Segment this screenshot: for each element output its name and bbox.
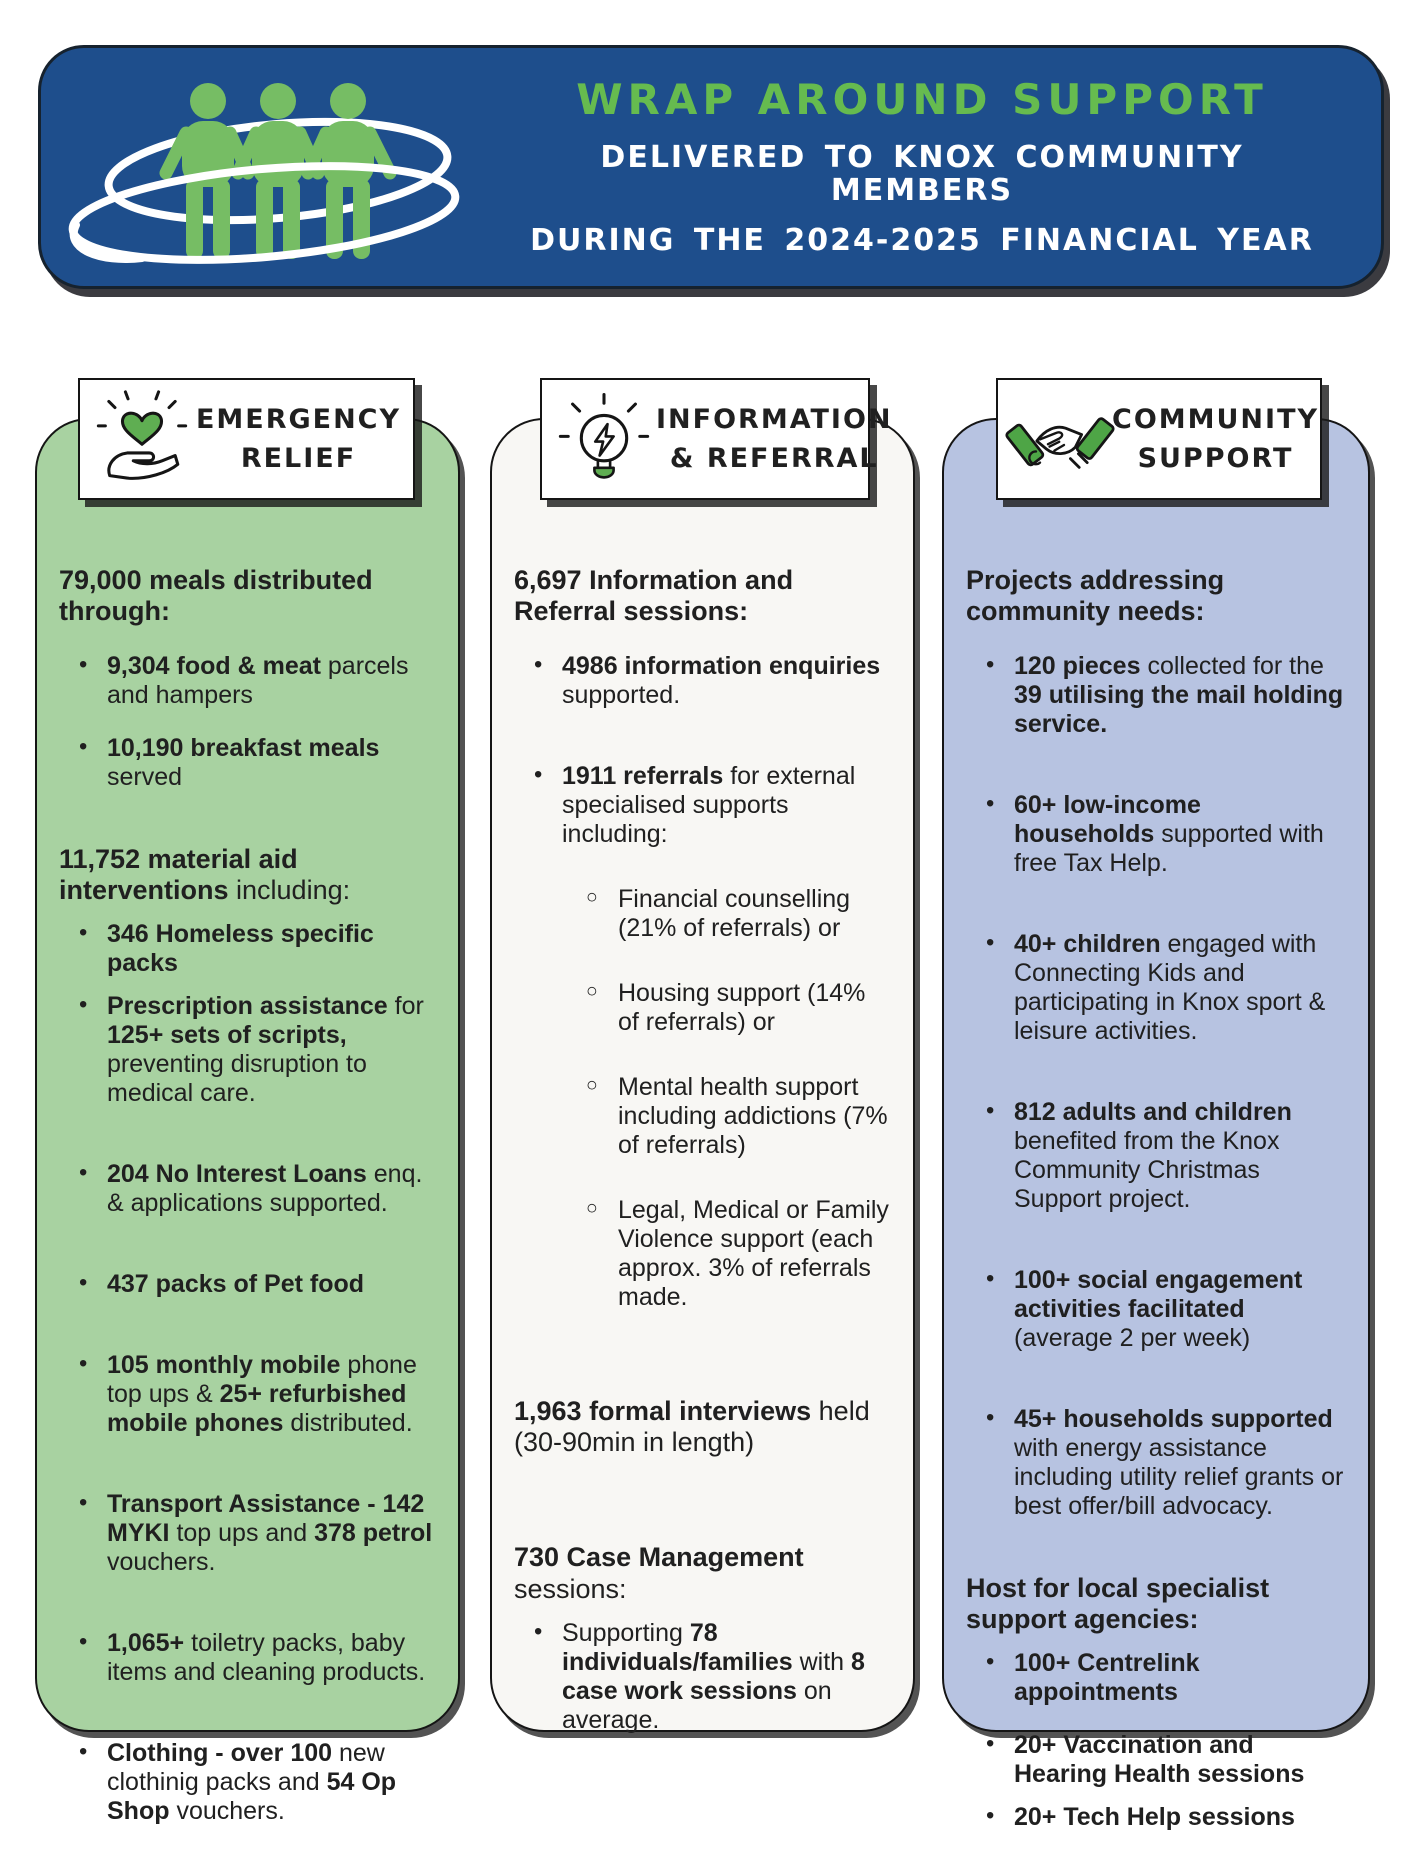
stat-text: Projects addressing community needs: <box>966 565 1225 627</box>
stat-text: 10,190 breakfast meals served <box>107 733 380 791</box>
bullet-marker: • <box>534 650 543 678</box>
stat-bullet <box>59 1270 438 1299</box>
stat-bullet <box>59 992 438 1108</box>
stat-heading <box>514 565 893 628</box>
stat-bullet <box>59 1739 438 1826</box>
header-title-line: & REFERRAL <box>669 443 879 474</box>
bullet-marker: • <box>79 1269 88 1297</box>
stat-text: 100+ Centrelink appointments <box>1014 1649 1200 1707</box>
stat-bullet <box>59 1160 438 1218</box>
stat-bullet <box>966 1731 1348 1789</box>
stat-text: 1911 referrals for external specialised supports including: <box>562 761 856 848</box>
stat-bullet <box>966 1803 1348 1832</box>
stat-text: 437 packs of Pet food <box>107 1270 365 1299</box>
stat-heading <box>966 565 1348 628</box>
stat-text: 105 monthly mobile phone top ups & 25+ refurbished mobile phones distributed. <box>107 1351 417 1438</box>
stat-text: 346 Homeless specific packs <box>107 920 374 978</box>
circle-marker: ○ <box>586 1196 598 1219</box>
bullet-marker: • <box>986 650 995 678</box>
circle-marker: ○ <box>586 885 598 908</box>
stat-bullet <box>966 791 1348 878</box>
stat-text: 20+ Vaccination and Hearing Health sessions <box>1014 1731 1305 1789</box>
stat-text: 6,697 Information and Referral sessions: <box>514 565 794 627</box>
information-referral-column <box>490 418 915 1732</box>
stat-text: Supporting 78 individuals/families with 8 case work sessions on average. <box>562 1618 865 1734</box>
stat-text: 4986 information enquiries supported. <box>562 651 881 709</box>
community-support-title <box>1112 400 1319 478</box>
stat-heading <box>59 844 438 907</box>
header-title-line: INFORMATION <box>656 403 893 435</box>
stat-bullet <box>514 652 893 710</box>
bullet-marker: • <box>534 1617 543 1645</box>
stat-text: Transport Assistance - 142 MYKI top ups and 378 petrol vouchers. <box>107 1490 433 1577</box>
stat-text: Mental health support including addictions (7% of referrals) <box>618 1072 888 1159</box>
bullet-marker: • <box>79 650 88 678</box>
banner-text <box>511 77 1381 256</box>
stat-text: 20+ Tech Help sessions <box>1014 1803 1295 1832</box>
bullet-marker: • <box>79 732 88 760</box>
stat-bullet <box>966 1266 1348 1353</box>
bullet-marker: • <box>79 1628 88 1656</box>
bullet-marker: • <box>986 1096 995 1124</box>
stat-text: 1,065+ toiletry packs, baby items and cleaning products. <box>107 1629 426 1687</box>
bullet-marker: • <box>79 919 88 947</box>
stat-bullet <box>966 930 1348 1046</box>
stat-bullet <box>59 1351 438 1438</box>
header-title-line: RELIEF <box>240 443 357 474</box>
community-support-column <box>942 418 1370 1832</box>
banner-subtitle-line2: DURING THE 2024-2025 FINANCIAL YEAR <box>530 222 1314 258</box>
bullet-marker: • <box>986 1730 995 1758</box>
stat-text: 730 Case Management sessions: <box>514 1542 804 1604</box>
header-title-line: COMMUNITY <box>1112 403 1320 435</box>
banner-subtitle-line1: DELIVERED TO KNOX COMMUNITY MEMBERS <box>600 139 1244 208</box>
stat-subbullet <box>514 1196 893 1312</box>
stat-bullet <box>966 1405 1348 1521</box>
stat-text: Clothing - over 100 new clothinig packs and 54 Op Shop vouchers. <box>107 1739 397 1826</box>
hand-holding-heart-icon <box>90 389 194 489</box>
lightbulb-icon <box>552 389 656 489</box>
stat-text: Host for local specialist support agencies: <box>966 1572 1270 1634</box>
stat-bullet <box>966 1649 1348 1707</box>
stat-text: Financial counselling (21% of referrals) or <box>618 884 851 942</box>
header-title-line: SUPPORT <box>1137 443 1294 474</box>
stat-text: 1,963 formal interviews held (30-90min in length) <box>514 1395 870 1457</box>
stat-bullet <box>514 1619 893 1735</box>
stat-text: Legal, Medical or Family Violence support (each approx. 3% of referrals made. <box>618 1195 889 1311</box>
bullet-marker: • <box>986 789 995 817</box>
stat-text: 45+ households supported with energy assistance including utility relief grants or best offer/bill advocacy. <box>1014 1404 1344 1520</box>
bullet-marker: • <box>986 1648 995 1676</box>
stat-subbullet <box>514 1073 893 1160</box>
stat-bullet <box>966 1098 1348 1214</box>
bullet-marker: • <box>986 928 995 956</box>
three-people-circled-icon <box>56 65 496 270</box>
information-referral-content <box>492 420 913 1765</box>
stat-heading <box>966 1573 1348 1636</box>
community-support-content <box>944 420 1368 1862</box>
banner-title: WRAP AROUND SUPPORT <box>576 75 1268 125</box>
circle-marker: ○ <box>586 979 598 1002</box>
stat-text: 79,000 meals distributed through: <box>59 565 373 627</box>
bullet-marker: • <box>986 1264 995 1292</box>
stat-subbullet <box>514 885 893 943</box>
information-referral-title <box>656 400 893 478</box>
stat-bullet <box>514 762 893 849</box>
bullet-marker: • <box>986 1802 995 1830</box>
banner <box>38 45 1384 289</box>
emergency-relief-column <box>35 418 460 1826</box>
bullet-marker: • <box>79 1159 88 1187</box>
stat-bullet <box>59 1490 438 1577</box>
stat-bullet <box>59 1629 438 1687</box>
circle-marker: ○ <box>586 1073 598 1096</box>
bullet-marker: • <box>79 991 88 1019</box>
bullet-marker: • <box>79 1350 88 1378</box>
bullet-marker: • <box>986 1403 995 1431</box>
stat-paragraph <box>514 1542 893 1605</box>
stat-text: 204 No Interest Loans enq. & applications supported. <box>107 1160 423 1218</box>
stat-bullet <box>59 652 438 710</box>
stat-text: Prescription assistance for 125+ sets of scripts, preventing disruption to medical care. <box>107 992 424 1108</box>
community-support-header <box>996 378 1322 500</box>
bullet-marker: • <box>534 760 543 788</box>
stat-text: 11,752 material aid interventions including: <box>59 843 351 905</box>
stat-text: 812 adults and children benefited from the Knox Community Christmas Support project. <box>1014 1097 1292 1213</box>
handshake-icon <box>1008 394 1112 484</box>
stat-bullet <box>59 734 438 792</box>
stat-bullet <box>59 920 438 978</box>
header-title-line: EMERGENCY <box>195 403 402 435</box>
stat-text: 100+ social engagement activities facilitated (average 2 per week) <box>1014 1265 1303 1352</box>
emergency-relief-header <box>78 378 415 500</box>
emergency-relief-content <box>37 420 458 1856</box>
emergency-relief-title <box>194 400 403 478</box>
banner-logo <box>41 65 511 270</box>
stat-text: 60+ low-income households supported with free Tax Help. <box>1014 790 1324 877</box>
stat-subbullet <box>514 979 893 1037</box>
information-referral-header <box>540 378 893 500</box>
stat-bullet <box>966 652 1348 739</box>
stat-text: 9,304 food & meat parcels and hampers <box>107 651 409 709</box>
stat-text: 120 pieces collected for the 39 utilising the mail holding service. <box>1014 651 1344 738</box>
bullet-marker: • <box>79 1489 88 1517</box>
stat-text: Housing support (14% of referrals) or <box>618 978 866 1036</box>
stat-heading <box>59 565 438 628</box>
stat-paragraph <box>514 1396 893 1459</box>
bullet-marker: • <box>79 1738 88 1766</box>
stat-text: 40+ children engaged with Connecting Kids and participating in Knox sport & leisure activities. <box>1014 929 1326 1045</box>
